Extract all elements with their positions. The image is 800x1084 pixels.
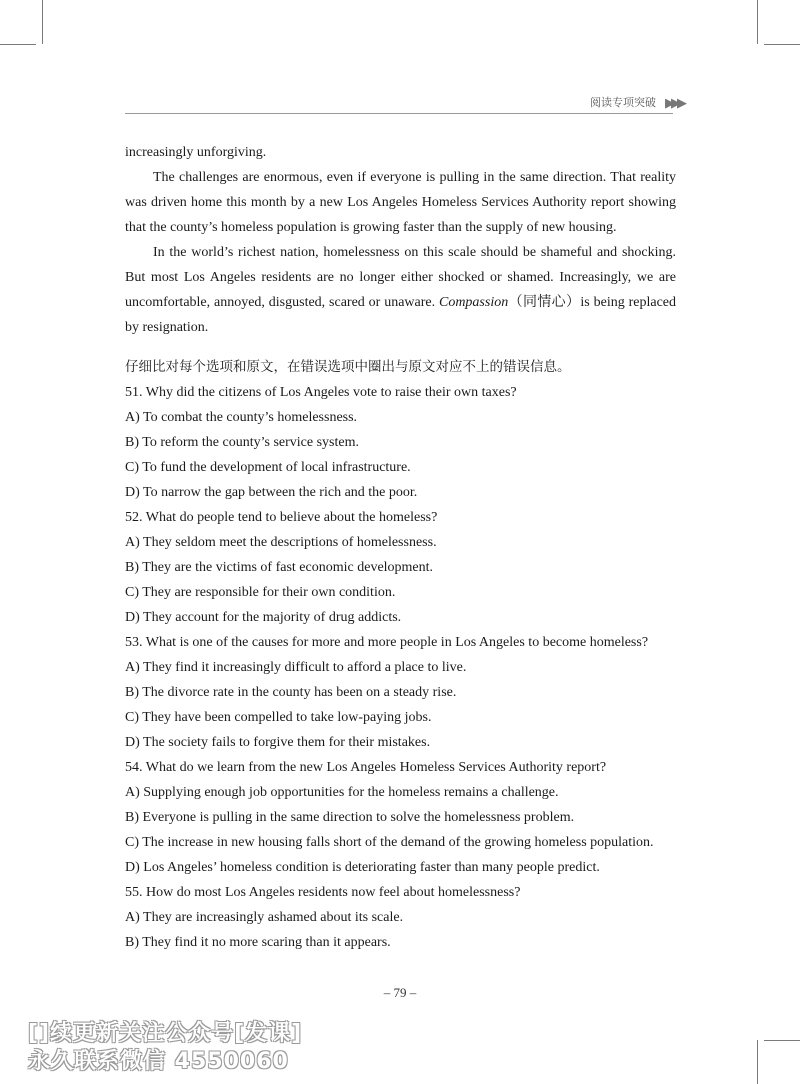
option: C) The increase in new housing falls short of the demand of the growing homeless population. [125, 835, 654, 850]
crop-mark-br-v [757, 1040, 758, 1084]
option: C) They are responsible for their own condition. [125, 585, 396, 600]
option: A) Supplying enough job opportunities for the homeless remains a challenge. [125, 785, 559, 800]
option: D) Los Angeles’ homeless condition is deteriorating faster than many people predict. [125, 860, 600, 875]
passage-paragraph-2: The challenges are enormous, even if everyone is pulling in the same direction. That reality was driven home this month by a new Los Angeles Homeless Services Authority report showing that the county’s homeless population is growing faster than the supply of new housing. [125, 170, 676, 235]
option: B) To reform the county’s service system. [125, 435, 359, 450]
passage-paragraph-3: In the world’s richest nation, homelessness on this scale should be shameful and shocking. But most Los Angeles residents are no longer either shocked or shamed. Increasingly, we are uncomfortable, annoyed, disgusted, scared or unaware. Compassion（同情心）is being replaced by resignation. [125, 245, 676, 335]
italic-term: Compassion [438, 295, 509, 310]
question-stem: 52. What do people tend to believe about the homeless? [125, 510, 438, 525]
question-54 [125, 755, 676, 880]
watermark-line-1: []续更新关注公众号[发课] [28, 1021, 303, 1046]
question-stem: 55. How do most Los Angeles residents now feel about homelessness? [125, 885, 521, 900]
option: A) To combat the county’s homelessness. [125, 410, 358, 425]
option: D) The society fails to forgive them for their mistakes. [125, 735, 431, 750]
question-stem: 53. What is one of the causes for more and more people in Los Angeles to become homeless? [125, 635, 649, 650]
question-51 [125, 380, 676, 505]
crop-mark-tr-h [764, 44, 800, 45]
question-52 [125, 505, 676, 630]
crop-mark-tr-v [757, 0, 758, 44]
page-content [125, 140, 676, 955]
option: C) They have been compelled to take low-paying jobs. [125, 710, 432, 725]
option: B) They find it no more scaring than it appears. [125, 935, 391, 950]
question-55 [125, 880, 676, 955]
option: A) They seldom meet the descriptions of homelessness. [125, 535, 437, 550]
option: A) They are increasingly ashamed about its scale. [125, 910, 404, 925]
watermark-line-2: 永久联系微信 4550060 [28, 1049, 289, 1074]
question-stem: 54. What do we learn from the new Los Angeles Homeless Services Authority report? [125, 760, 607, 775]
crop-mark-tl-v [42, 0, 43, 44]
option: A) They find it increasingly difficult to afford a place to live. [125, 660, 467, 675]
option: B) The divorce rate in the county has been on a steady rise. [125, 685, 457, 700]
question-stem: 51. Why did the citizens of Los Angeles vote to raise their own taxes? [125, 385, 517, 400]
question-53 [125, 630, 676, 755]
option: B) They are the victims of fast economic development. [125, 560, 434, 575]
crop-mark-br-h [764, 1040, 800, 1041]
arrows-icon: ▶▶▶ [665, 96, 683, 111]
option: B) Everyone is pulling in the same direction to solve the homelessness problem. [125, 810, 575, 825]
watermark [28, 1020, 302, 1076]
option: C) To fund the development of local infrastructure. [125, 460, 411, 475]
instruction: 仔细比对每个选项和原文，在错误选项中圈出与原文对应不上的错误信息。 [125, 359, 571, 375]
option: D) To narrow the gap between the rich and the poor. [125, 485, 418, 500]
section-title: 阅读专项突破 [590, 96, 656, 109]
passage-paragraph-1: increasingly unforgiving. [125, 145, 267, 160]
option: D) They account for the majority of drug addicts. [125, 610, 402, 625]
page-number: – 79 – [383, 985, 417, 1000]
header-rule [125, 113, 673, 114]
crop-mark-tl-h [0, 44, 36, 45]
